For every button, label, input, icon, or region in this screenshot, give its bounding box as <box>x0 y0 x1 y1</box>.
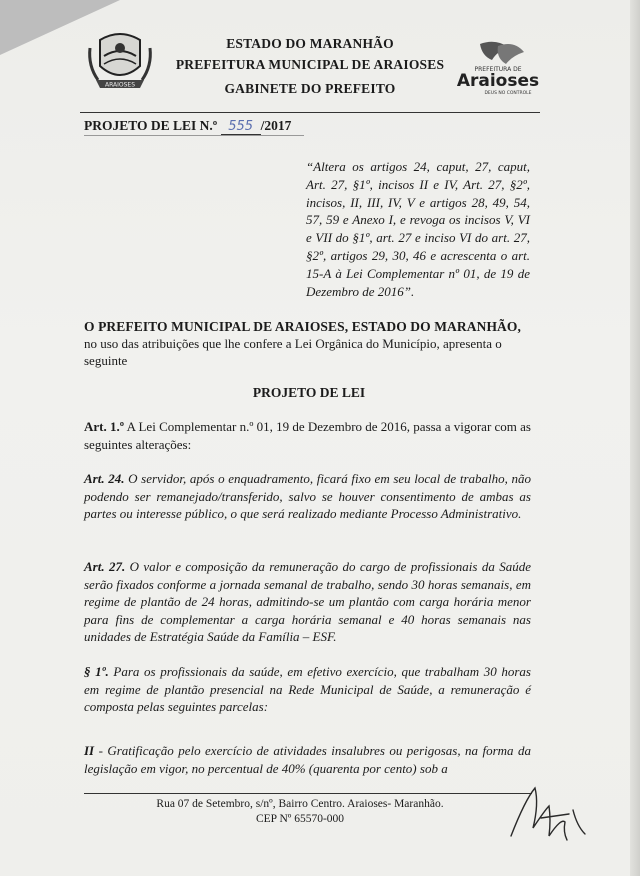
logo-tagline-text: DEUS NO CONTROLE <box>484 91 532 96</box>
crest-ribbon-text: ARAIOSES <box>104 81 136 89</box>
article-27-label: Art. 27. <box>84 559 126 574</box>
inciso-2-text: - Gratificação pelo exercício de atividades insalubres ou perigosas, na forma da legislação em vigor, no percentual de 40% (quarenta por cento) sob a <box>84 743 531 776</box>
paragraph-1-text: Para os profissionais da saúde, em efetivo exercício, que trabalham 30 horas em regime de plantão presencial na Rede Municipal de Saúde, a remuneração é composta pelas seguintes parcelas: <box>84 664 531 714</box>
projeto-suffix: /2017 <box>260 118 292 133</box>
preamble <box>84 318 534 369</box>
footer-cep: CEP Nº 65570-000 <box>255 813 345 825</box>
logo-top-text: PREFEITURA DE <box>474 66 522 73</box>
footer-address: Rua 07 de Setembro, s/nº, Bairro Centro. Araioses- Maranhão. <box>156 798 444 810</box>
ementa-text: “Altera os artigos 24, caput, 27, caput, Art. 27, §1º, incisos II e IV, Art. 27, §2º, incisos, II, III, IV, V e artigos 28, 49, 54, 57, 59 e Anexo I, e revoga os incisos V, VI e VII do §1º, art. 27 e inciso VI do art. 27, §2º, artigos 29, 30, 46 e acrescenta o art. 15-A à Lei Complementar nº 01, de 19 de Dezembro de 2016”. <box>306 159 530 299</box>
preamble-text: no uso das atribuições que lhe confere a Lei Orgânica do Município, apresenta o seguinte <box>84 336 502 368</box>
article-1 <box>84 418 531 453</box>
header-divider <box>80 112 540 113</box>
projeto-heading <box>84 118 291 135</box>
page-edge <box>630 0 640 876</box>
footer-divider <box>84 793 532 794</box>
article-1-label: Art. 1.º <box>84 419 125 434</box>
projeto-underline <box>84 135 304 136</box>
projeto-number: 555 <box>221 119 261 135</box>
prefeitura-logo-icon <box>452 40 544 98</box>
article-27-text: O valor e composição da remuneração do cargo de profissionais da Saúde serão fixados conforme a jornada semanal de trabalho, sendo 30 horas semanais, em regime de plantão de 24 horas, admitindo-se um plantão com carga horária menor para fins de complementar a carga horária semanal e 40 horas semanais nas unidades de Estratégia Saúde da Família – ESF. <box>84 559 531 644</box>
article-24-text: O servidor, após o enquadramento, ficará fixo em seu local de trabalho, não podendo ser remanejado/transferido, salvo se houver consentimento de ambas as partes ou interesse público, o que será realizado mediante Processo Administrativo. <box>84 471 532 521</box>
projeto-prefix: PROJETO DE LEI N.º <box>84 118 218 133</box>
header-prefeitura: PREFEITURA MUNICIPAL DE ARAIOSES <box>175 57 445 72</box>
paragraph-1-label: § 1º. <box>84 664 109 679</box>
article-1-text: A Lei Complementar n.º 01, 19 de Dezembro de 2016, passa a vigorar com as seguintes alterações: <box>84 419 531 452</box>
document-title: PROJETO DE LEI <box>252 385 366 400</box>
paragraph-1 <box>84 663 531 716</box>
handwritten-signature <box>505 770 595 850</box>
preamble-authority: O PREFEITO MUNICIPAL DE ARAIOSES, ESTADO DO MARANHÃO, <box>84 319 521 334</box>
inciso-2-label: II <box>84 743 95 758</box>
article-24 <box>84 470 531 523</box>
header-gabinete: GABINETE DO PREFEITO <box>224 81 396 96</box>
article-27 <box>84 558 531 646</box>
logo-name-text: Araioses <box>456 71 540 91</box>
header-state: ESTADO DO MARANHÃO <box>226 36 394 51</box>
article-24-label: Art. 24. <box>84 471 125 486</box>
inciso-2 <box>84 742 531 777</box>
coat-of-arms-icon <box>86 26 154 96</box>
